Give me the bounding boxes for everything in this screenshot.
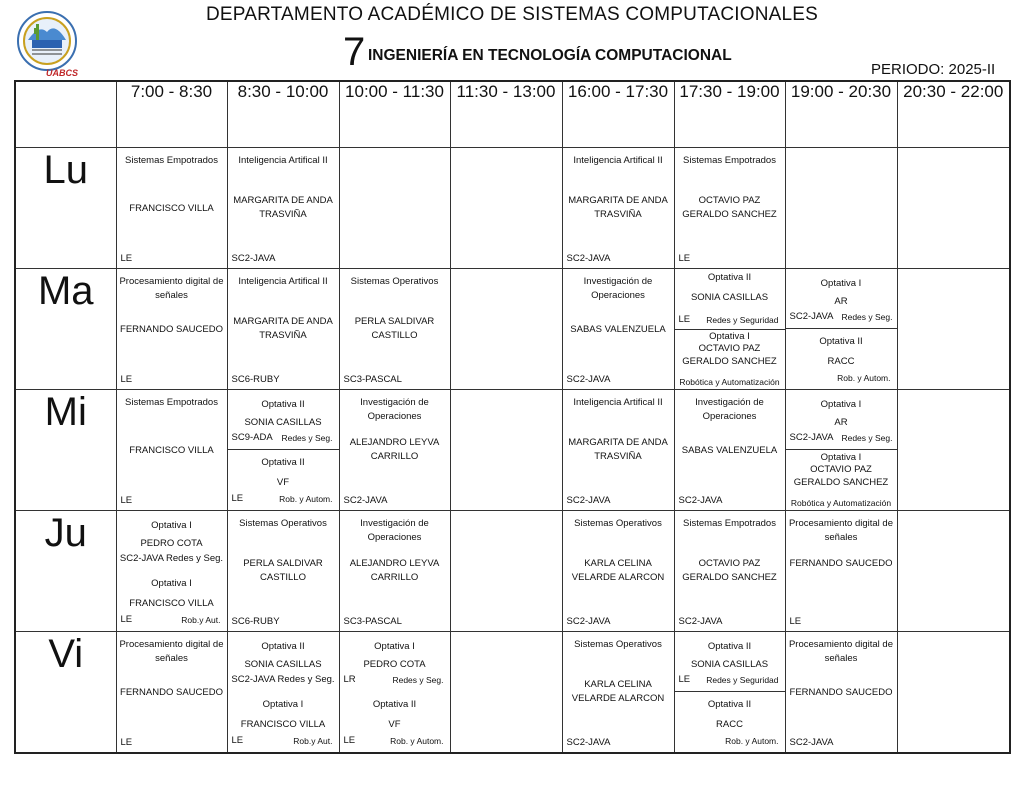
- class-slot: [340, 511, 450, 631]
- class-slot: [786, 511, 897, 631]
- class-slot: [117, 269, 227, 389]
- teacher-name: OCTAVIO PAZ GERALDO SANCHEZ: [682, 195, 777, 220]
- teacher-name: PERLA SALDIVAR CASTILLO: [243, 558, 323, 583]
- hour-header: 10:00 - 11:30: [339, 81, 450, 148]
- classroom-row: [228, 427, 339, 450]
- classroom: SC2-JAVA: [678, 495, 723, 506]
- course-name: Procesamiento digital de señales: [119, 639, 224, 664]
- teacher-name: FERNANDO SAUCEDO: [120, 687, 223, 698]
- track-label: Rob. y Autom.: [837, 373, 891, 383]
- elective-block: [675, 269, 785, 330]
- track-label: Redes y Seg.: [281, 433, 333, 443]
- classroom: LE: [231, 735, 244, 746]
- teacher-name: ALEJANDRO LEYVA CARRILLO: [349, 558, 440, 583]
- class-slot: [563, 390, 674, 510]
- empty-slot: [451, 390, 562, 510]
- classroom-row: [786, 427, 897, 450]
- teacher-name: MARGARITA DE ANDA TRASVIÑA: [233, 316, 333, 341]
- classroom: LE: [120, 737, 133, 748]
- course-name: Procesamiento digital de señales: [788, 518, 894, 543]
- track-label: Robótica y Automatización: [679, 377, 780, 387]
- course-name: Investigación de Operaciones: [695, 397, 764, 422]
- classroom-row: [675, 730, 785, 752]
- class-slot: [675, 511, 785, 631]
- class-slot: [563, 632, 674, 752]
- classroom: SC2-JAVA: [566, 616, 611, 627]
- course-name: Optativa I: [820, 452, 862, 463]
- class-slot: [563, 148, 674, 268]
- course-name: Inteligencia Artifical II: [238, 276, 328, 287]
- course-name: Procesamiento digital de señales: [788, 639, 894, 664]
- course-name: Sistemas Operativos: [350, 276, 439, 287]
- classroom: SC2-JAVA: [566, 374, 611, 385]
- course-name: Sistemas Operativos: [239, 518, 327, 529]
- track-label: Redes y Seg.: [841, 312, 893, 322]
- course-name: Optativa II: [372, 699, 417, 710]
- teacher-name: SONIA CASILLAS: [690, 292, 769, 303]
- classroom: LE: [120, 495, 133, 506]
- classroom-row: [340, 669, 450, 691]
- empty-slot: [898, 390, 1010, 510]
- class-slot: [563, 511, 674, 631]
- teacher-name: KARLA CELINA VELARDE ALARCON: [571, 558, 665, 583]
- hour-header: 11:30 - 13:00: [450, 81, 562, 148]
- classroom: LE: [343, 735, 356, 746]
- corner-cell: [15, 81, 116, 148]
- course-name: Sistemas Empotrados: [125, 397, 218, 408]
- class-slot: [675, 390, 785, 510]
- teacher-name: PEDRO COTA: [140, 538, 203, 549]
- teacher-name: SONIA CASILLAS: [244, 659, 322, 670]
- classroom: LE: [120, 253, 133, 264]
- course-name: Sistemas Empotrados: [125, 155, 218, 166]
- class-slot: [563, 269, 674, 389]
- teacher-name: SABAS VALENZUELA: [681, 445, 778, 456]
- empty-slot: [451, 632, 562, 752]
- empty-slot: [898, 632, 1010, 752]
- course-name: Sistemas Empotrados: [683, 518, 776, 529]
- course-name: Optativa II: [261, 399, 305, 410]
- empty-slot: [898, 148, 1010, 268]
- split-slot: [340, 632, 450, 752]
- classroom-row: [786, 306, 897, 329]
- empty-slot: [898, 269, 1010, 389]
- classroom: LE: [120, 374, 133, 385]
- course-name: Inteligencia Artifical II: [573, 397, 663, 408]
- classroom: SC2-JAVA: [566, 495, 611, 506]
- track-label: Redes y Seg.: [392, 675, 444, 685]
- course-name: Optativa I: [374, 641, 415, 652]
- teacher-name: FERNANDO SAUCEDO: [789, 687, 893, 698]
- track-label: Rob. y Autom.: [725, 736, 779, 746]
- empty-slot: [451, 148, 562, 268]
- classroom: SC6-RUBY: [231, 374, 280, 385]
- teacher-name: SONIA CASILLAS: [690, 659, 769, 670]
- hours-header-row: [15, 81, 1010, 148]
- teacher-name: OCTAVIO PAZ GERALDO SANCHEZ: [793, 464, 889, 488]
- career-title: INGENIERÍA EN TECNOLOGÍA COMPUTACIONAL: [368, 47, 732, 64]
- split-slot: [786, 269, 897, 389]
- course-name: Investigación de Operaciones: [360, 518, 429, 543]
- course-name: Optativa I: [709, 331, 750, 342]
- day-row-viernes: [15, 632, 1010, 754]
- empty-slot: [898, 511, 1010, 631]
- classroom: SC2-JAVA: [789, 737, 834, 748]
- classroom: SC9-ADA: [231, 432, 273, 443]
- classroom-row: [675, 669, 785, 692]
- classroom-row: [117, 609, 227, 631]
- class-slot: [675, 148, 785, 268]
- teacher-name: PERLA SALDIVAR CASTILLO: [354, 316, 435, 341]
- course-name: Procesamiento digital de señales: [119, 276, 224, 301]
- teacher-name: SABAS VALENZUELA: [570, 324, 666, 335]
- class-slot: [786, 632, 897, 752]
- teacher-name: FRANCISCO VILLA: [240, 719, 326, 730]
- classroom: LE: [789, 616, 802, 627]
- classroom: SC2-JAVA: [343, 495, 388, 506]
- course-name: Optativa I: [820, 399, 862, 410]
- course-name: Optativa I: [151, 578, 192, 589]
- day-label: Lu: [15, 148, 116, 269]
- teacher-name: MARGARITA DE ANDA TRASVIÑA: [233, 195, 333, 220]
- period-label: PERIODO: 2025-II: [871, 61, 996, 78]
- day-label: Vi: [15, 632, 116, 754]
- class-slot: [228, 148, 339, 268]
- classroom: LE: [678, 314, 691, 325]
- classroom: SC2-JAVA: [789, 311, 834, 322]
- teacher-name: FRANCISCO VILLA: [129, 598, 214, 609]
- hour-header: 20:30 - 22:00: [897, 81, 1010, 148]
- group-name: RACC: [827, 356, 855, 367]
- teacher-name: ALEJANDRO LEYVA CARRILLO: [349, 437, 440, 462]
- classroom: LE: [231, 493, 244, 504]
- hour-header: 16:00 - 17:30: [562, 81, 674, 148]
- split-slot: [786, 390, 897, 510]
- day-label: Ju: [15, 511, 116, 632]
- classroom: LE: [678, 253, 691, 264]
- classroom-row: [340, 730, 450, 752]
- empty-slot: [340, 148, 450, 268]
- classroom-row: [117, 548, 227, 570]
- classroom-row: [228, 488, 339, 510]
- schedule-table: [14, 80, 1011, 754]
- day-label: Mi: [15, 390, 116, 511]
- track-label: Rob.y Aut.: [181, 615, 221, 625]
- empty-slot: [786, 148, 897, 268]
- group-name: VF: [388, 719, 401, 730]
- split-slot: [675, 632, 785, 752]
- classroom: SC3-PASCAL: [343, 374, 402, 385]
- empty-slot: [451, 269, 562, 389]
- track-label: Redes y Seg.: [166, 553, 224, 564]
- semester-number: 7: [343, 30, 366, 74]
- teacher-name: FERNANDO SAUCEDO: [120, 324, 223, 335]
- track-label: Redes y Seg.: [841, 433, 893, 443]
- course-name: Optativa I: [262, 699, 304, 710]
- split-slot: [228, 390, 339, 510]
- teacher-name: KARLA CELINA VELARDE ALARCON: [571, 679, 665, 704]
- teacher-name: PEDRO COTA: [363, 659, 426, 670]
- split-slot: [675, 269, 785, 389]
- course-name: Optativa II: [707, 641, 752, 652]
- classroom: SC2-JAVA: [789, 432, 834, 443]
- course-name: Investigación de Operaciones: [583, 276, 653, 301]
- track-label: Rob. y Autom.: [390, 736, 444, 746]
- classroom: SC2-JAVA: [566, 253, 611, 264]
- class-slot: [228, 511, 339, 631]
- teacher-name: OCTAVIO PAZ GERALDO SANCHEZ: [682, 343, 777, 367]
- split-slot: [228, 632, 339, 752]
- teacher-name: MARGARITA DE ANDA TRASVIÑA: [568, 437, 668, 462]
- day-row-lunes: [15, 148, 1010, 269]
- course-name: Inteligencia Artifical II: [573, 155, 663, 166]
- class-slot: [117, 390, 227, 510]
- class-slot: [340, 269, 450, 389]
- day-row-miercoles: [15, 390, 1010, 511]
- course-name: Sistemas Operativos: [574, 518, 662, 529]
- course-name: Optativa II: [707, 272, 752, 283]
- class-slot: [117, 148, 227, 268]
- class-slot: [340, 390, 450, 510]
- course-name: Sistemas Operativos: [574, 639, 662, 650]
- elective-block: [675, 329, 785, 389]
- course-name: Inteligencia Artifical II: [238, 155, 328, 166]
- course-name: Investigación de Operaciones: [360, 397, 429, 422]
- teacher-name: SONIA CASILLAS: [244, 417, 322, 428]
- classroom: SC2-JAVA: [566, 737, 611, 748]
- day-label: Ma: [15, 269, 116, 390]
- classroom: SC2-JAVA: [119, 553, 164, 564]
- classroom: SC3-PASCAL: [343, 616, 402, 627]
- teacher-name: FRANCISCO VILLA: [129, 445, 214, 456]
- classroom: LE: [678, 674, 691, 685]
- classroom-row: [228, 669, 339, 691]
- course-name: Optativa II: [707, 699, 752, 710]
- day-row-martes: [15, 269, 1010, 390]
- classroom: SC2-JAVA: [678, 616, 723, 627]
- hour-header: 8:30 - 10:00: [227, 81, 339, 148]
- empty-slot: [451, 511, 562, 631]
- logo-text: UABCS: [45, 68, 79, 78]
- track-label: Redes y Seguridad: [706, 315, 779, 325]
- track-label: Rob.y Aut.: [293, 736, 333, 746]
- hour-header: 17:30 - 19:00: [674, 81, 785, 148]
- course-name: Optativa I: [820, 278, 862, 289]
- course-name: Optativa I: [151, 520, 192, 531]
- classroom: LR: [343, 674, 356, 685]
- teacher-name: FERNANDO SAUCEDO: [789, 558, 893, 569]
- elective-block: [786, 450, 897, 510]
- class-slot: [117, 632, 227, 752]
- teacher-name: MARGARITA DE ANDA TRASVIÑA: [568, 195, 668, 220]
- classroom: SC2-JAVA: [231, 674, 275, 685]
- classroom: SC2-JAVA: [231, 253, 276, 264]
- course-name: Sistemas Empotrados: [683, 155, 776, 166]
- track-label: Robótica y Automatización: [790, 498, 892, 508]
- teacher-name: AR: [834, 417, 848, 428]
- track-label: Redes y Seg.: [277, 674, 335, 685]
- classroom-row: [228, 730, 339, 752]
- class-slot: [228, 269, 339, 389]
- classroom: SC6-RUBY: [231, 616, 280, 627]
- classroom: LE: [120, 614, 133, 625]
- split-slot: [117, 511, 227, 631]
- course-name: Optativa II: [261, 641, 305, 652]
- track-label: Rob. y Autom.: [279, 494, 333, 504]
- group-name: RACC: [716, 719, 743, 730]
- group-name: VF: [276, 477, 290, 488]
- course-name: Optativa II: [819, 336, 863, 347]
- hour-header: 19:00 - 20:30: [785, 81, 897, 148]
- teacher-name: OCTAVIO PAZ GERALDO SANCHEZ: [682, 558, 777, 583]
- department-title: DEPARTAMENTO ACADÉMICO DE SISTEMAS COMPUTACIONALES: [205, 4, 819, 25]
- teacher-name: FRANCISCO VILLA: [129, 203, 214, 214]
- classroom-row: [786, 367, 897, 389]
- teacher-name: AR: [834, 296, 848, 307]
- day-row-jueves: [15, 511, 1010, 632]
- hour-header: 7:00 - 8:30: [116, 81, 227, 148]
- course-name: Optativa II: [261, 457, 305, 468]
- track-label: Redes y Seguridad: [706, 675, 779, 685]
